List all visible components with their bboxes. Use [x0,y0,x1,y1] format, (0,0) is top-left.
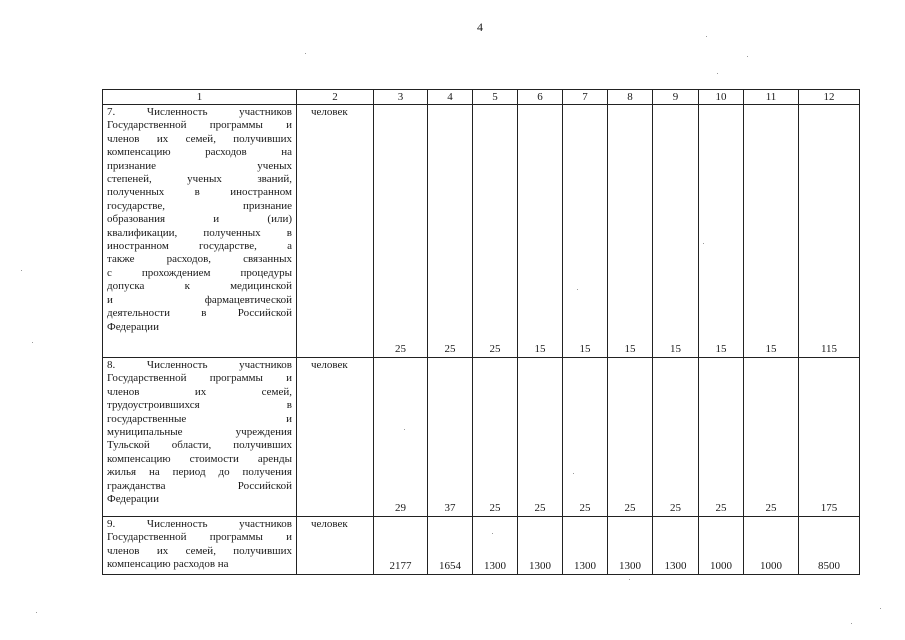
description-line: допуска к медицинской [107,280,292,293]
value-cell [374,517,428,575]
value-text: 1300 [619,560,641,572]
value-text: 1300 [484,560,506,572]
value-cell [699,358,744,517]
scan-speck [577,289,578,290]
value-cell [374,358,428,517]
value-cell [799,517,860,575]
value-cell [744,358,799,517]
value-cell [608,105,653,358]
value-cell [699,517,744,575]
value-text: 115 [820,343,838,355]
indicator-description [103,517,297,575]
description-line: образования и (или) [107,213,292,226]
scan-speck [492,533,493,534]
scan-speck [880,608,881,609]
value-text: 25 [670,502,681,514]
scan-speck [404,429,405,430]
value-cell [473,517,518,575]
value-cell [518,105,563,358]
scan-speck [706,36,707,37]
column-header: 5 [473,90,518,105]
value-text: 175 [820,502,838,514]
description-line: 9. Численность участников [107,518,292,530]
table-body [103,105,860,575]
value-text: 25 [624,502,636,514]
description-line: Государственной программы и [107,531,292,544]
scan-speck [629,579,630,580]
description-line: государственные и [107,412,292,425]
value-text: 2177 [389,560,412,572]
value-text: 1300 [529,560,551,572]
value-cell [428,358,473,517]
value-text: 25 [715,502,727,514]
table-row [103,358,860,517]
indicators-table [102,89,860,575]
value-text: 25 [395,343,406,355]
column-header: 6 [518,90,563,105]
value-text: 8500 [818,560,840,572]
column-header: 9 [653,90,699,105]
value-cell [428,105,473,358]
column-header: 2 [297,90,374,105]
scan-speck [573,473,574,474]
value-text: 15 [715,343,727,355]
indicator-description [103,105,297,358]
table-row [103,517,860,575]
description-line: Тульской области, получивших [107,439,292,452]
page-number: 4 [477,20,483,34]
value-cell [744,517,799,575]
value-cell [563,105,608,358]
value-text: 1300 [574,560,596,572]
unit-cell: человек [297,105,374,358]
value-text: 25 [765,502,777,514]
description-line: членов их семей, получивших [107,132,292,145]
value-cell [699,105,744,358]
description-line: компенсацию расходов на [107,146,292,159]
description-line: трудоустроившихся в [107,399,292,412]
value-text: 15 [579,343,591,355]
column-header: 7 [563,90,608,105]
column-header: 10 [699,90,744,105]
value-cell [428,517,473,575]
description-line: Государственной программы и [107,372,292,385]
description-line: членов их семей, получивших [107,544,292,557]
column-header: 3 [374,90,428,105]
description-line: жилья на период до получения [107,466,292,479]
description-line: государстве, признание [107,199,292,212]
value-cell [608,517,653,575]
scan-speck [851,623,852,624]
scan-speck [21,270,22,271]
description-line: иностранном государстве, а [107,240,292,253]
description-line: муниципальные учреждения [107,426,292,439]
description-line: членов их семей, [107,385,292,398]
description-line: 7. Численность участников [107,106,292,118]
value-cell [473,105,518,358]
value-cell [653,358,699,517]
description-line: степеней, ученых званий, [107,173,292,186]
indicator-description [103,358,297,517]
value-cell [563,517,608,575]
value-cell [653,517,699,575]
value-cell [563,358,608,517]
description-line: и фармацевтической [107,293,292,306]
description-line: полученных в иностранном [107,186,292,199]
scan-speck [747,56,748,57]
header-row [103,90,860,105]
description-line: признание ученых [107,159,292,172]
scan-speck [36,612,37,613]
value-text: 15 [670,343,681,355]
description-line: квалификации, полученных в [107,226,292,239]
scan-speck [717,73,718,74]
value-text: 37 [444,502,456,514]
value-cell [799,358,860,517]
description-line: с прохождением процедуры [107,266,292,279]
description-line: Государственной программы и [107,119,292,132]
scan-speck [305,53,306,54]
value-cell [518,358,563,517]
scan-speck [703,243,704,244]
description-line: 8. Численность участников [107,359,292,371]
value-text: 1000 [710,560,732,572]
value-text: 1300 [664,560,687,572]
scan-speck [32,342,33,343]
column-header: 11 [744,90,799,105]
value-text: 1000 [760,560,782,572]
description-line: компенсацию расходов на [107,558,229,571]
value-text: 29 [395,502,406,514]
column-header: 8 [608,90,653,105]
description-line: деятельности в Российской [107,307,292,320]
description-line: Федерации [107,493,159,506]
value-text: 15 [534,343,546,355]
value-text: 25 [489,502,501,514]
value-text: 25 [534,502,546,514]
column-header: 4 [428,90,473,105]
column-header: 12 [799,90,860,105]
table-row [103,105,860,358]
value-cell [608,358,653,517]
value-text: 25 [444,343,456,355]
value-text: 15 [765,343,777,355]
column-header: 1 [103,90,297,105]
unit-cell: человек [297,358,374,517]
value-cell [374,105,428,358]
value-text: 1654 [439,560,461,572]
description-line: Федерации [107,320,159,333]
description-line: также расходов, связанных [107,253,292,266]
description-line: компенсацию стоимости аренды [107,452,292,465]
unit-cell: человек [297,517,374,575]
value-text: 25 [579,502,591,514]
value-cell [518,517,563,575]
description-line: гражданства Российской [107,479,292,492]
value-text: 25 [489,343,501,355]
value-cell [799,105,860,358]
value-cell [653,105,699,358]
value-text: 15 [624,343,636,355]
value-cell [473,358,518,517]
value-cell [744,105,799,358]
